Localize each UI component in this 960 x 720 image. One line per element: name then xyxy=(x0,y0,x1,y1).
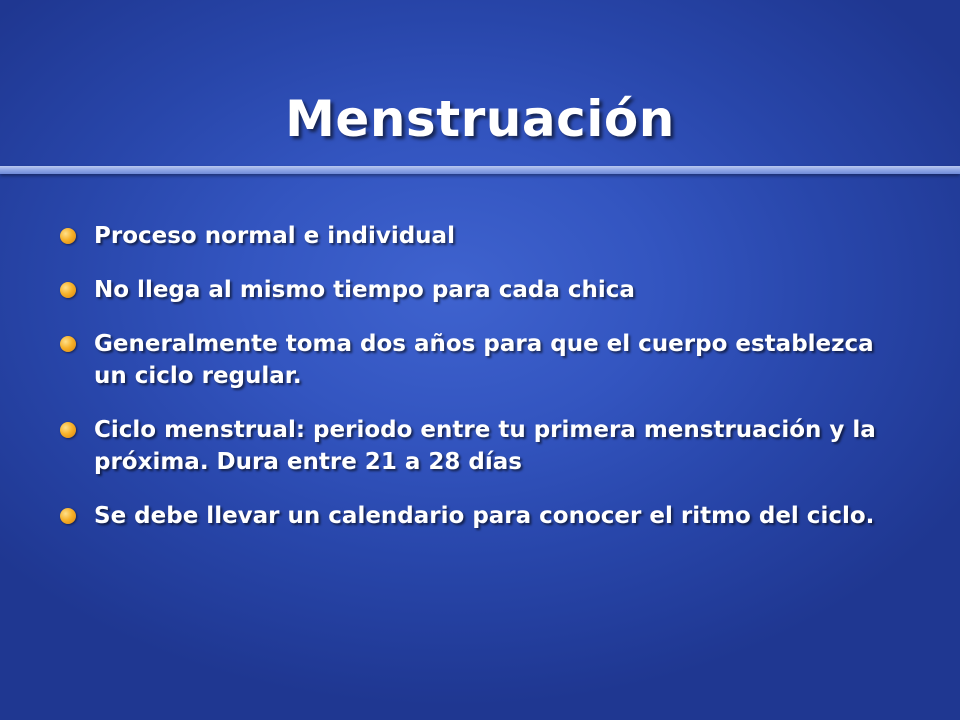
bullet-text: Se debe llevar un calendario para conocer el ritmo del ciclo. xyxy=(94,503,875,529)
bullet-list xyxy=(60,220,910,554)
title-divider xyxy=(0,166,960,174)
bullet-text: Generalmente toma dos años para que el cuerpo establezca un ciclo regular. xyxy=(94,331,874,389)
bullet-dot-icon xyxy=(60,336,76,352)
bullet-text: Ciclo menstrual: periodo entre tu primera menstruación y la próxima. Dura entre 21 a 28 días xyxy=(94,417,876,475)
bullet-dot-icon xyxy=(60,228,76,244)
bullet-item xyxy=(60,328,910,392)
bullet-item xyxy=(60,414,910,478)
bullet-text: Proceso normal e individual xyxy=(94,223,455,249)
bullet-text: No llega al mismo tiempo para cada chica xyxy=(94,277,635,303)
bullet-item xyxy=(60,274,910,306)
bullet-dot-icon xyxy=(60,282,76,298)
bullet-dot-icon xyxy=(60,508,76,524)
bullet-item xyxy=(60,500,910,532)
bullet-item xyxy=(60,220,910,252)
bullet-dot-icon xyxy=(60,422,76,438)
slide-title: Menstruación xyxy=(285,89,675,148)
